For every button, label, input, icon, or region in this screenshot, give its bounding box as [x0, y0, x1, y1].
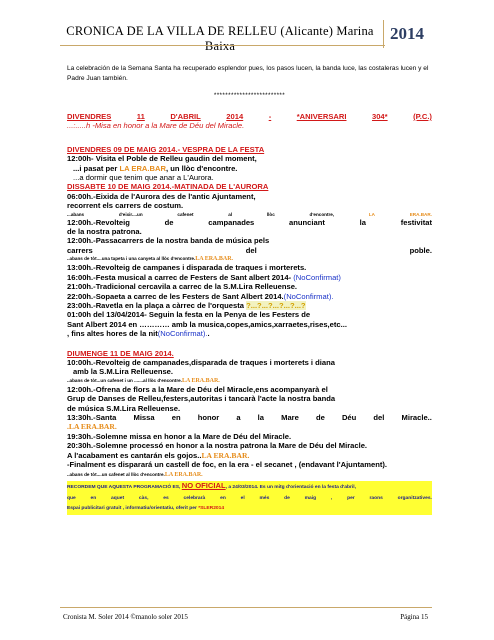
word: celebrarà — [183, 495, 206, 501]
dissabte-heading: DISSABTE 10 DE MAIG 2014.-MATINADA DE L'AURORA — [67, 182, 269, 192]
small-note — [67, 255, 432, 263]
event-line: 20:30h.-Solemne processó en honor a la nostra patrona la Mare de Déu del Miracle. — [67, 441, 368, 451]
bar-name: LA ERA.BAR. — [195, 256, 234, 263]
header-separator — [383, 20, 384, 48]
event-line — [67, 292, 432, 301]
status-tag: (NoConfirmat). — [157, 329, 208, 339]
status-tag: (NoConfirmat). — [283, 291, 334, 301]
text: ...i pasat per — [73, 163, 120, 173]
heading-word: 11 — [136, 112, 145, 121]
event-line: ...a dormir que tenim que anar a L'Aurora. — [73, 173, 214, 183]
event-line: de la nostra patrona. — [67, 227, 142, 237]
intro-paragraph: La celebración de la Semana Santa ha recuperado esplendor pues, los pasos lucen, la banda luce, las costaleras lucen y el Padre Juan también. — [67, 65, 429, 82]
bar-name: LA ERA.BAR — [119, 163, 166, 173]
word: la — [359, 217, 366, 227]
heading-word: (P.C.) — [413, 112, 432, 121]
text: ..abans de tòt....un cafenet al llòc d'encontre. — [67, 472, 165, 478]
bar-name: LA ERA.BAR. — [201, 450, 250, 460]
word: cafenet — [177, 211, 194, 217]
word: de — [164, 217, 174, 227]
word: , — [330, 495, 333, 501]
text: A l'acabament es cantarán els gojos.. — [67, 450, 202, 460]
event-line — [67, 451, 432, 460]
word: poble. — [409, 245, 432, 255]
event-line: 06:00h.-Eixida de l'Aurora des de l'antic Ajuntament, — [67, 191, 256, 201]
diumenge-heading: DIUMENGE 11 DE MAIG 2014. — [67, 348, 174, 358]
author-tag: *SLER2014 — [198, 506, 225, 512]
text: 23:00h.-Ravetla en la plaça a càrrec de l'orquesta — [67, 300, 247, 310]
no-oficial: NO OFICIAL — [181, 481, 226, 491]
text: , un llòc d'encontre. — [165, 163, 238, 173]
bar-name: LA ERA.BAR. — [164, 472, 203, 479]
event-line: amb la S.M.Lira Relleuense. — [73, 367, 174, 377]
text: , a 24/03/2014. Es un mitg d'orientació en la festa d'abril, — [225, 485, 356, 491]
text: . — [207, 329, 210, 339]
event-line: 01:00h del 13/04/2014- Seguin la festa en la Penya de les Festers de — [67, 310, 311, 320]
event-line: recorrent els carrers de costum. — [67, 201, 184, 211]
word: Mare — [281, 412, 299, 422]
header-rule — [60, 45, 385, 46]
word: Déu — [341, 412, 357, 422]
heading-word: 2014 — [226, 112, 244, 121]
word: aquet — [111, 495, 125, 501]
text: Espai publicitari gratuit , informatiu/orientatiu, oferit per — [67, 506, 199, 512]
word: de — [315, 412, 325, 422]
word: anunciant — [289, 217, 325, 227]
bar-name: LA ERA.BAR. — [181, 377, 220, 384]
word: maig — [304, 495, 317, 501]
header-year: 2014 — [390, 24, 424, 43]
word: 12:00h.-Revolteig — [67, 217, 130, 227]
event-line: 19:30h.-Solemne missa en honor a la Mare de Déu del Miracle. — [67, 431, 292, 441]
event-line: 12:00h.-Passacarrers de la nostra banda de música pels — [67, 236, 270, 246]
heading-word: - — [268, 112, 272, 121]
event-line — [67, 246, 432, 255]
event-line: 13:00h.-Revolteig de campanes i disparada de traques i morterets. — [67, 263, 307, 273]
word: LA — [368, 211, 375, 217]
event-line — [67, 413, 432, 422]
event-line: Grup de Danses de Relleu,festers,autoritas i tancarà l'acte la nostra banda — [67, 394, 336, 404]
event-line — [67, 218, 432, 227]
word: que — [67, 495, 76, 501]
word: es — [163, 495, 169, 501]
word: a — [236, 412, 241, 422]
notice-line — [67, 504, 432, 515]
header-title: CRONICA DE LA VILLA DE RELLEU (Alicante) Marina Baixa — [66, 24, 374, 53]
word: Missa — [133, 412, 155, 422]
word: d'eixir....un — [118, 211, 143, 217]
word: campanades — [208, 217, 255, 227]
notice-line — [67, 494, 432, 505]
text: , fins altes hores de la nit — [67, 329, 158, 339]
aniversari-mass: ...:.....h -Misa en honor a la Mare de Déu del Miracle. — [67, 121, 245, 131]
text: RECORDEM QUE AQUESTA PROGRAMACIÓ ES, — [67, 485, 182, 491]
word: d'encontre, — [309, 211, 335, 217]
word: el — [240, 495, 245, 501]
event-line — [67, 164, 432, 173]
event-line — [67, 329, 432, 338]
word: organitzatives. — [397, 495, 432, 501]
status-tag: (NoConfirmat) — [293, 272, 341, 282]
event-line: 12:00h.-Ofrena de flors a la Mare de Déu del Miracle,ens acompanyarà el — [67, 384, 328, 394]
aniversari-heading — [67, 112, 432, 121]
page-header — [60, 18, 432, 58]
orchestra-tbd: ?...?...?...?...?...? — [246, 300, 306, 310]
section-aniversari — [67, 112, 432, 131]
event-line — [67, 301, 432, 310]
word: honor — [197, 412, 220, 422]
divendres-heading: DIVENDRES 09 DE MAIG 2014.- VESPRA DE LA FESTA — [67, 144, 265, 154]
section-diumenge — [67, 349, 432, 480]
small-note — [67, 471, 432, 479]
text: ..abans de tòt....una tapeta i una canyeta al llòc d'encontre. — [67, 256, 196, 262]
word: 13:30h.-Santa — [67, 412, 117, 422]
word: ERA.BAR. — [409, 211, 432, 217]
text: ..abans de tòt...un cafenet i un .......al llòc d'encontre. — [67, 377, 182, 383]
word: del — [373, 412, 385, 422]
event-line: 21:00h.-Tradicional cercavila a carrec de la S.M.Lira Relleuense. — [67, 282, 298, 292]
word: llòc — [266, 211, 275, 217]
stars-divider: ************************* — [213, 92, 286, 99]
heading-word: D'ABRIL — [170, 112, 201, 121]
footer-rule — [60, 607, 432, 608]
word: en — [171, 412, 181, 422]
word: del — [245, 245, 257, 255]
text: 16:00h.-Festa musical a carrec de Festers de Sant albert 2014- — [67, 272, 294, 282]
event-line: Sant Albert 2014 en ………… amb la musica,copes,amics,xarraetes,rises,etc... — [67, 319, 347, 329]
word: raons — [369, 495, 383, 501]
bar-name: .LA ERA.BAR. — [67, 422, 117, 432]
small-note — [67, 211, 432, 218]
small-note — [67, 377, 432, 385]
word: festivitat — [400, 217, 432, 227]
word: ...abans — [67, 211, 85, 217]
text: 22:00h.-Sopaeta a carrec de les Festers de Sant Albert 2014. — [67, 291, 284, 301]
word: de — [284, 495, 290, 501]
word: en — [90, 495, 97, 501]
word: més — [259, 495, 270, 501]
word: per — [347, 495, 355, 501]
word: en — [220, 495, 226, 501]
heading-word: DIVENDRES — [67, 112, 112, 121]
section-dissabte — [67, 182, 432, 338]
word: al — [228, 211, 233, 217]
word: càs, — [138, 495, 149, 501]
event-line: de música S.M.Lira Relleuense. — [67, 403, 181, 413]
word: carrers — [67, 245, 93, 255]
event-line — [67, 273, 432, 282]
word: Miracle.. — [401, 412, 432, 422]
event-line: -Finalment es disparará un castell de foc, en la era - el secanet , (endavant l'Ajuntament). — [67, 460, 387, 469]
heading-word: *ANIVERSARI — [296, 112, 347, 121]
event-line: 10:00h.-Revolteig de campanades,disparada de traques i morterets i diana — [67, 357, 335, 367]
heading-word: 304* — [371, 112, 388, 121]
notice-box — [67, 481, 432, 515]
page-number: Página 15 — [400, 613, 428, 621]
section-divendres — [67, 145, 432, 183]
word: la — [257, 412, 265, 422]
event-line: 12:00h- Visita el Poble de Relleu gaudin del moment, — [67, 154, 257, 164]
page-content — [67, 62, 432, 515]
footer-copyright: Cronista M. Soler 2014 ©manolo soler 2015 — [63, 613, 188, 621]
notice-line — [67, 481, 432, 494]
